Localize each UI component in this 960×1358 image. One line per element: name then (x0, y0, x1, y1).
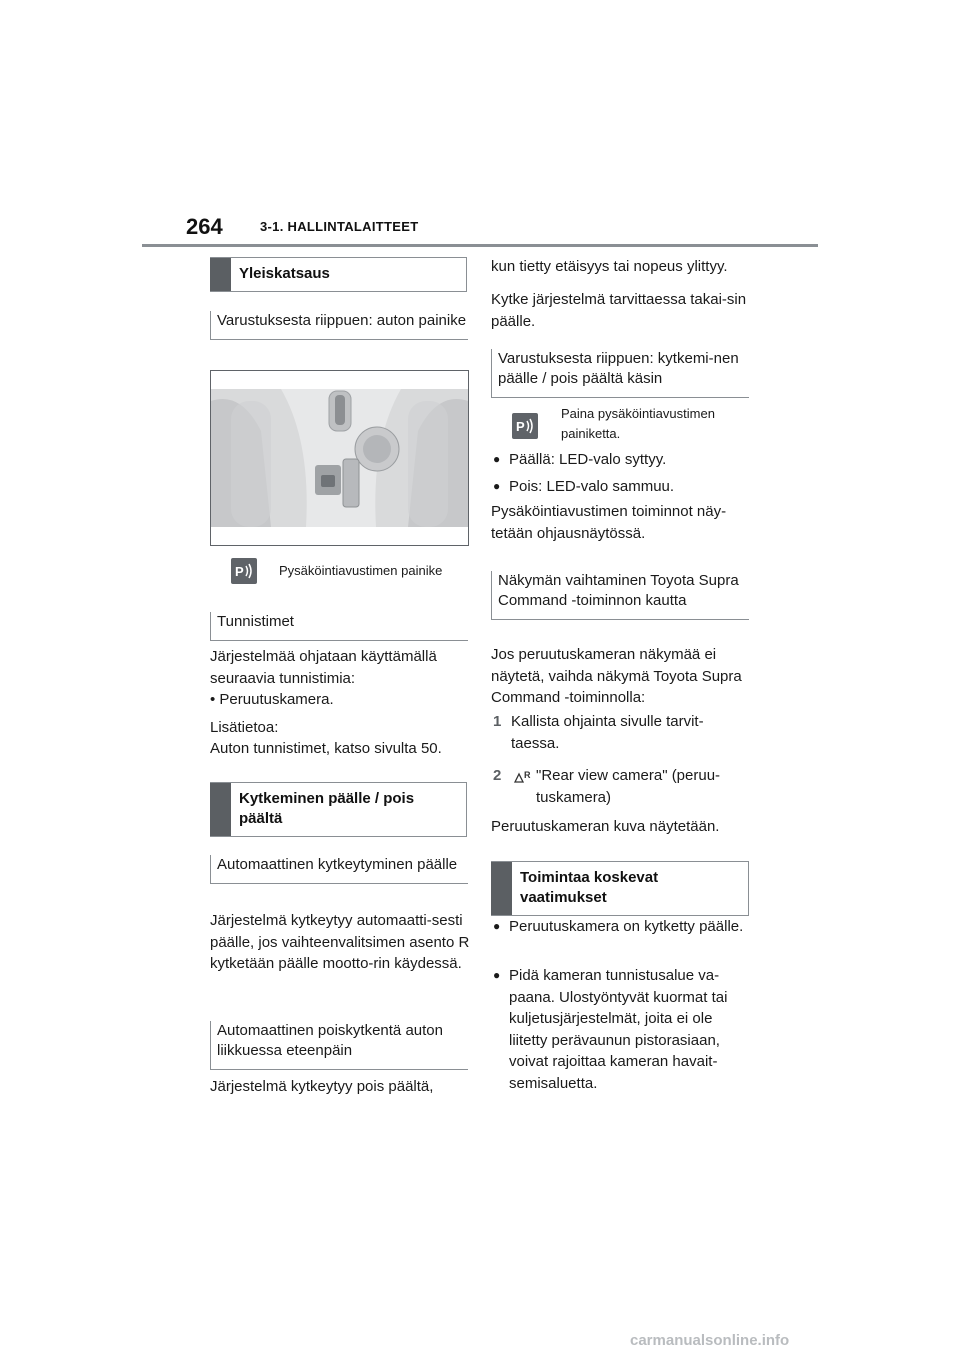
sensors-subhead: Tunnistimet (210, 612, 468, 641)
sensors-bullet: • Peruutuskamera. (210, 691, 334, 708)
onoff-heading-text: Kytkeminen päälle / pois päältä (239, 790, 415, 827)
watermark: carmanualsonline.info (630, 1332, 790, 1349)
more-info-label: Lisätietoa: (210, 719, 279, 736)
image-shown-paragraph: Peruutuskameran kuva näytetään. (491, 818, 720, 835)
svg-text:R: R (524, 770, 531, 780)
parking-assist-icon (512, 413, 538, 439)
switch-on-paragraph: Kytke järjestelmä tarvittaessa takai-sin päälle. (491, 291, 747, 330)
figure-caption: Pysäköintiavustimen painike (279, 563, 443, 578)
sensors-paragraph: Järjestelmää ohjataan käyttämällä seuraavia tunnistimia: (210, 648, 437, 687)
bullet-led-on-text: Päällä: LED-valo syttyy. (509, 451, 667, 468)
parking-assist-icon (231, 558, 257, 584)
bullet-icon: ● (493, 452, 501, 466)
svg-text:P: P (235, 564, 244, 579)
heading-bar (210, 258, 231, 291)
functions-paragraph: Pysäköintiavustimen toiminnot näy-tetään ohjausnäytössä. (491, 503, 727, 542)
parking-assist-glyph (234, 562, 254, 580)
overview-heading (210, 257, 467, 292)
bullet-icon: ● (493, 968, 501, 982)
view-paragraph: Jos peruutuskameran näkymää ei näytetä, vaihda näkymä Toyota Supra Command -toiminnolla: (491, 646, 742, 706)
requirement-bullet-1-text: Peruutuskamera on kytketty päälle. (509, 918, 744, 935)
onoff-heading (210, 782, 467, 837)
svg-text:P: P (516, 419, 525, 434)
bullet-icon: ● (493, 919, 501, 933)
heading-bar (491, 862, 512, 915)
center-console-figure (210, 370, 469, 546)
press-instruction: Paina pysäköintiavustimen painiketta. (561, 406, 715, 441)
header-rule (142, 244, 818, 247)
view-subhead: Näkymän vaihtaminen Toyota Supra Command -toiminnon kautta (491, 571, 749, 620)
requirements-heading-text: Toimintaa koskevat vaatimukset (520, 869, 659, 906)
heading-bar (210, 783, 231, 836)
step-2-text: "Rear view camera" (peruu-tuskamera) (536, 767, 721, 806)
page-number: 264 (186, 214, 223, 239)
step-1-number: 1 (493, 713, 502, 730)
rear-view-camera-icon (513, 768, 533, 791)
overview-heading-text: Yleiskatsaus (239, 265, 330, 282)
auto-off-paragraph: Järjestelmä kytkeytyy pois päältä, (210, 1078, 434, 1095)
auto-off-subhead: Automaattinen poiskytkentä auton liikkuessa eteenpäin (210, 1021, 468, 1070)
parking-assist-glyph (515, 417, 535, 435)
manual-subhead: Varustuksesta riippuen: kytkemi-nen päälle / pois päältä käsin (491, 349, 749, 398)
requirement-bullet-2-text: Pidä kameran tunnistusalue va-paana. Ulostyöntyvät kuormat tai kuljetusjärjestelmät, joita ei ole liitetty perävaunun pistorasiaan, voivat rajoittaa kameran havait-semisaluetta. (509, 967, 728, 1092)
auto-on-paragraph: Järjestelmä kytkeytyy automaatti-sesti päälle, jos vaihteenvalitsimen asento R kytketään päälle mootto-rin käydessä. (210, 912, 470, 972)
auto-on-subhead: Automaattinen kytkeytyminen päälle (210, 855, 468, 884)
requirements-heading (491, 861, 749, 916)
rear-view-camera-glyph (513, 768, 533, 784)
continued-paragraph: kun tietty etäisyys tai nopeus ylittyy. (491, 258, 728, 275)
step-2-number: 2 (493, 767, 502, 784)
more-info-text: Auton tunnistimet, katso sivulta 50. (210, 740, 442, 757)
bullet-icon: ● (493, 479, 501, 493)
button-subhead: Varustuksesta riippuen: auton painike (210, 311, 468, 340)
step-1-text: Kallista ohjainta sivulle tarvit-taessa. (511, 713, 704, 752)
chapter-title: 3-1. HALLINTALAITTEET (260, 219, 419, 234)
bullet-led-off-text: Pois: LED-valo sammuu. (509, 478, 675, 495)
center-console-illustration (211, 371, 468, 545)
